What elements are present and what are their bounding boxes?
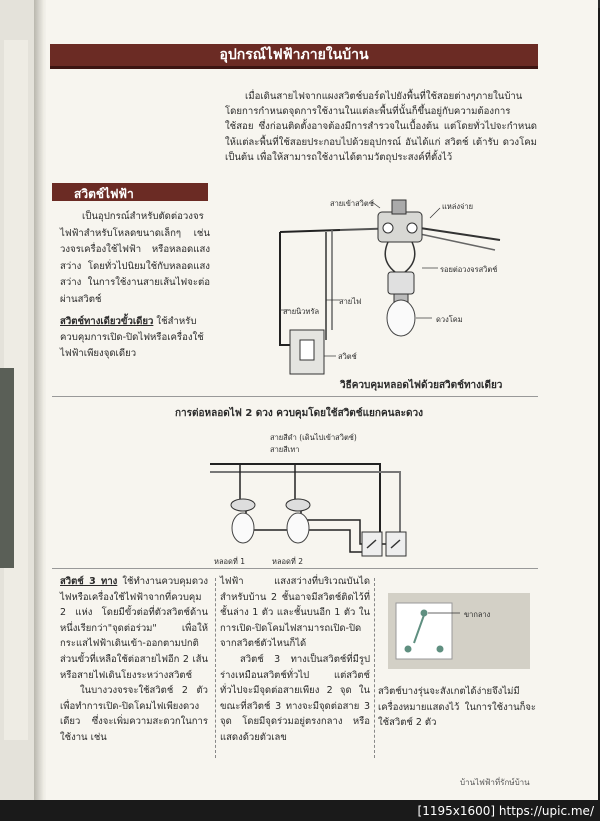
left-page-photo [0,368,14,568]
switch-definition: เป็นอุปกรณ์สำหรับตัดต่อวงจรไฟฟ้าสำหรับโหลดขนาดเล็กๆ เช่น วงจรเครื่องใช้ไฟฟ้า หรือหลอดแสงสว่าง โดยทั่วไปนิยมใช้กับหลอดแสงสว่าง ในการใช้งานสายเส้นไฟจะต่อผ่านสวิตช์ [60,211,210,305]
page-footer: บ้านไฟฟ้าที่รักษ์บ้าน [460,778,530,787]
left-page [0,0,34,800]
column-3-text: สวิตช์บางรุ่นจะสังเกตได้ง่ายจึงไม่มีเครื่องหมายแสดงไว้ ในการใช้งานก็จะใช้สวิตช์ 2 ตัว [378,686,536,729]
diagram2-caption: การต่อหลอดไฟ 2 ดวง ควบคุมโดยใช้สวิตช์แยกคนละดวง [175,408,423,419]
label-neutral: สายนิวทรัล [283,307,320,316]
divider [52,396,538,397]
three-way-switch-figure [388,593,530,669]
lamp-holder [388,272,414,294]
watermark: [1195x1600] https://upic.me/ [417,804,594,818]
lamp1-holder [231,499,255,511]
column-1: สวิตช์ 3 ทาง ใช้ทำงานควบคุมดวงไฟหรือเครื่องใช้ไฟฟ้าจากที่ควบคุม 2 แห่ง โดยมีขั้วต่อที่ตัวสวิตช์ด้านหนึ่งเรียกว่า"จุดต่อร่วม" เพื่อให้กระแสไฟฟ้าเดินเข้า-ออกตามปกติ ส่วนขั้วที่เหลือใช้ต่อสายไฟอีก 2 เส้น หรือสายไฟเดินโยงระหว่างสวิตช์ ในบางวงจรจะใช้สวิตช์ 2 ตัวเพื่อทำการเปิด-ปิดโคมไฟเพียงดวงเดียว ซึ่งจะเพิ่มความสะดวกในการใช้งาน เช่น [60,576,208,743]
divider [52,568,538,569]
section-title-bar [52,183,208,201]
label-lamp1: หลอดที่ 1 [214,557,246,566]
section-title: สวิตช์ไฟฟ้า [74,187,134,201]
label-supply: แหล่งจ่าย [442,202,474,211]
page-title: อุปกรณ์ไฟฟ้าภายในบ้าน [219,47,369,63]
supply-cable [420,228,500,240]
label-black-wire: สายสีดำ (เดินไปเข้าสวิตช์) [270,433,357,442]
label-gray-wire: สายสีเทา [270,445,300,454]
column-divider [215,578,217,758]
column-divider [374,578,376,758]
label-lamp2: หลอดที่ 2 [272,557,304,566]
label-feed: สายเข้าสวิตช์ [330,199,374,208]
neutral-wire [280,232,305,345]
label-middle-terminal: ขากลาง [464,610,491,619]
lamp1-bulb [232,513,254,543]
lamp-bulb [387,300,415,336]
one-way-switch-diagram [260,190,540,380]
lamp2-holder [286,499,310,511]
one-way-switch-text: สวิตช์ทางเดียวขั้วเดียว ใช้สำหรับควบคุมการเปิด-ปิดไฟหรือเครื่องใช้ไฟฟ้าเพียงจุดเดียว [60,316,204,359]
intro-paragraph: เมื่อเดินสายไฟจากแผงสวิตช์บอร์ดไปยังพื้นที่ใช้สอยต่างๆภายในบ้าน โดยการกำหนดจุดการใช้งานในแต่ละพื้นที่นั้นก็ขึ้นอยู่กับความต้องการใช้สอย ซึ่งก่อนติดตั้งอาจต้องมีการสำรวจในเบื้องต้น แต่โดยทั่วไปจะกำหนดให้แต่ละพื้นที่ใช้สอยประกอบไปด้วยอุปกรณ์ อันได้แก่ สวิตช์ เต้ารับ ดวงโคม เป็นต้น เพื่อให้สามารถใช้งานได้ตามวัตถุประสงค์ที่ตั้งไว้ [225,91,537,163]
label-lamp: ดวงโคม [436,315,463,324]
column-2: ไฟฟ้า แสงสว่างที่บริเวณบันได สำหรับบ้าน 2 ชั้นอาจมีสวิตช์ติดไว้ที่ชั้นล่าง 1 ตัว และชั้นบนอีก 1 ตัว ในการเปิด-ปิดโคมไฟสามารถเปิด-ปิดจากสวิตช์ตัวไหนก็ได้ สวิตช์ 3 ทางเป็นสวิตช์ที่มีรูปร่างเหมือนสวิตช์ทั่วไป แต่สวิตช์ทั่วไปจะมีจุดต่อสายเพียง 2 จุด ในขณะที่สวิตช์ 3 ทางจะมีจุดต่อสาย 3 จุด โดยมีจุดร่วมอยู่ตรงกลาง หรือแสดงด้วยตัวเลข [220,576,370,743]
lamp2-bulb [287,513,309,543]
diagram1-caption: วิธีควบคุมหลอดไฟด้วยสวิตช์ทางเดียว [340,380,503,391]
page-title-bar [50,44,538,69]
two-lamp-diagram [210,440,420,565]
label-junction: รอยต่อวงจรสวิตช์ [440,265,498,274]
label-line: สายไฟ [339,297,362,306]
label-switch: สวิตช์ [338,352,357,361]
